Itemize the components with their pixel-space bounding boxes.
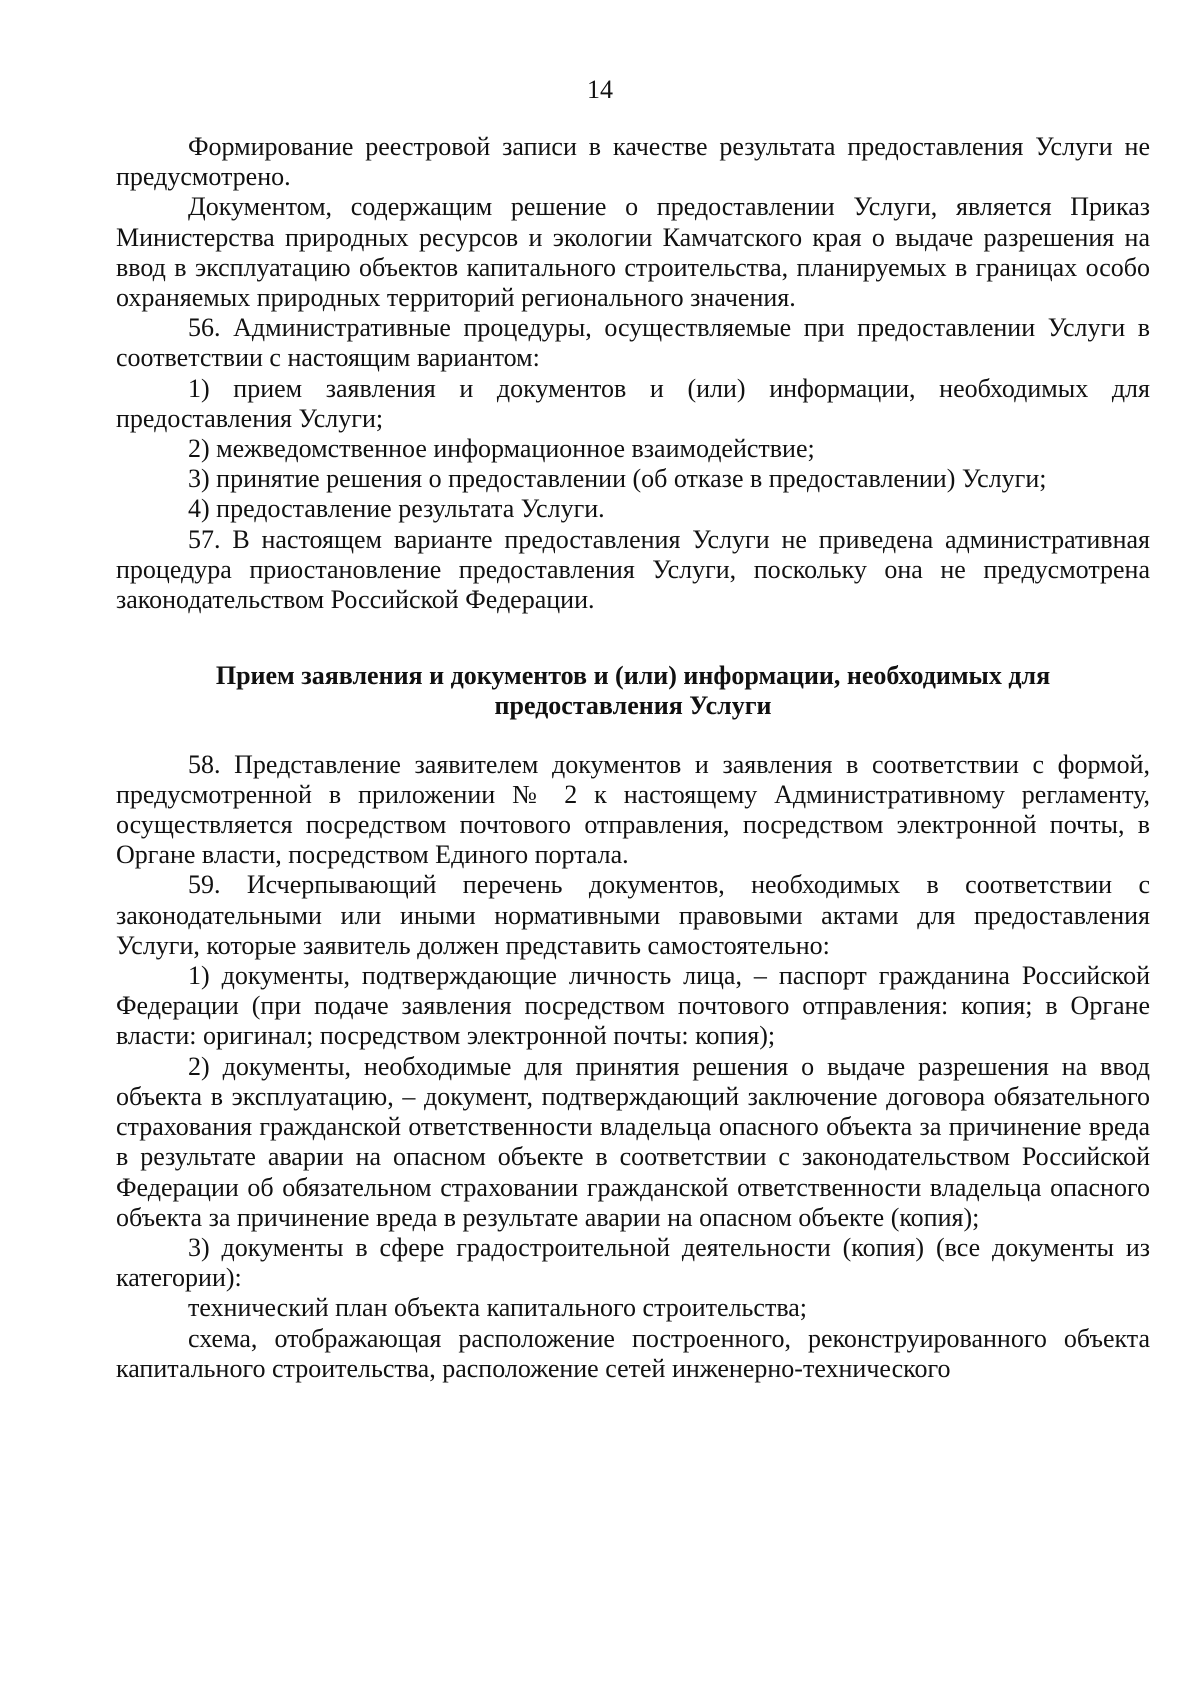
list-item: 1) документы, подтверждающие личность лица, – паспорт гражданина Российской Федерации (при подаче заявления посредством почтового отправления: копия; в Органе власти: оригинал; посредством электронной почты: копия);: [116, 961, 1150, 1051]
paragraph: технический план объекта капитального строительства;: [188, 1293, 808, 1323]
section-heading: Прием заявления и документов и (или) информации, необходимых для предоставления Услуги: [215, 661, 1051, 721]
paragraph-item-59: 59. Исчерпывающий перечень документов, необходимых в соответствии с законодательными или иными нормативными правовыми актами для предоставления Услуги, которые заявитель должен представить самостоятельно:: [116, 870, 1150, 960]
list-item: 3) принятие решения о предоставлении (об отказе в предоставлении) Услуги;: [188, 464, 1047, 494]
paragraph-item-58: 58. Представление заявителем документов и заявления в соответствии с формой, предусмотренной в приложении № 2 к настоящему Административному регламенту, осуществляется посредством почтового отправления, посредством электронной почты, в Органе власти, посредством Единого портала.: [116, 749, 1150, 870]
page-number: 14: [587, 75, 613, 104]
paragraph: схема, отображающая расположение построенного, реконструированного объекта капитального строительства, расположение сетей инженерно-технического: [116, 1323, 1150, 1383]
paragraph: Формирование реестровой записи в качестве результата предоставления Услуги не предусмотрено.: [116, 132, 1150, 192]
list-item: 4) предоставление результата Услуги.: [188, 494, 605, 524]
paragraph-item-57: 57. В настоящем варианте предоставления Услуги не приведена административная процедура приостановление предоставления Услуги, поскольку она не предусмотрена законодательством Российской Федерации.: [116, 524, 1150, 615]
document-body: [116, 132, 1150, 1384]
list-item: 3) документы в сфере градостроительной деятельности (копия) (все документы из категории):: [116, 1232, 1150, 1293]
list-item: 2) документы, необходимые для принятия решения о выдаче разрешения на ввод объекта в эксплуатацию, – документ, подтверждающий заключение договора обязательного страхования гражданской ответственности владельца опасного объекта за причинение вреда в результате аварии на опасном объекте в соответствии с законодательством Российской Федерации об обязательном страховании гражданской ответственности владельца опасного объекта за причинение вреда в результате аварии на опасном объекте (копия);: [116, 1051, 1150, 1232]
list-item: 1) прием заявления и документов и (или) информации, необходимых для предоставления Услуги;: [116, 373, 1150, 433]
paragraph-item-56: 56. Административные процедуры, осуществляемые при предоставлении Услуги в соответствии с настоящим вариантом:: [116, 313, 1150, 373]
paragraph: Документом, содержащим решение о предоставлении Услуги, является Приказ Министерства природных ресурсов и экологии Камчатского края о выдаче разрешения на ввод в эксплуатацию объектов капитального строительства, планируемых в границах особо охраняемых природных территорий регионального значения.: [116, 192, 1150, 313]
list-item: 2) межведомственное информационное взаимодействие;: [188, 434, 815, 464]
